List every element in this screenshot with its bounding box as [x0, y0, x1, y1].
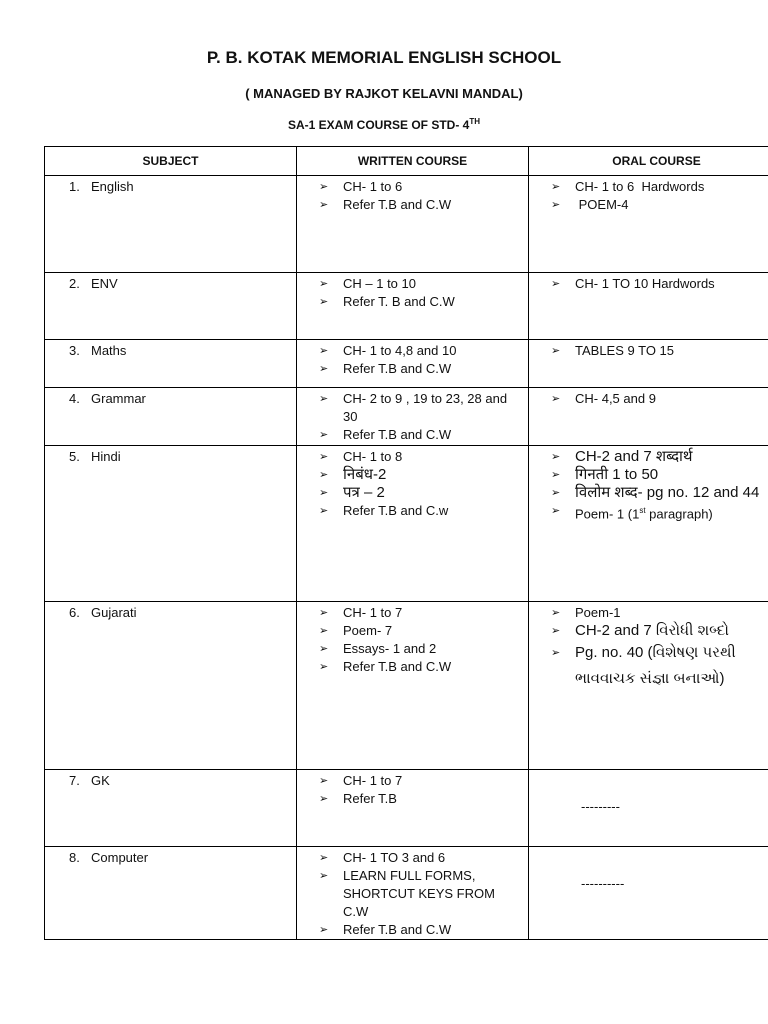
header-written: WRITTEN COURSE — [297, 147, 529, 176]
list-item: ➢ CH- 1 to 7 — [319, 773, 403, 788]
oral-cell — [529, 602, 768, 770]
arrow-bullet-icon: ➢ — [551, 278, 561, 290]
written-cell — [297, 388, 529, 446]
arrow-bullet-icon: ➢ — [551, 505, 561, 517]
exam-title: SA-1 EXAM COURSE OF STD- 4TH — [287, 117, 481, 132]
arrow-bullet-icon: ➢ — [319, 181, 329, 193]
arrow-bullet-icon: ➢ — [319, 451, 329, 463]
arrow-bullet-icon: ➢ — [319, 199, 329, 211]
list-item: ➢ निबंध-2 — [319, 466, 387, 483]
arrow-bullet-icon: ➢ — [319, 793, 329, 805]
list-item: ➢ TABLES 9 TO 15 — [551, 343, 674, 358]
arrow-bullet-icon: ➢ — [319, 870, 329, 882]
list-item: ➢ CH- 1 to 7 — [319, 605, 403, 620]
list-item: ➢ CH-2 and 7 शब्दार्थ — [551, 448, 693, 465]
arrow-bullet-icon: ➢ — [319, 429, 329, 441]
subject-cell: 6. Gujarati — [45, 602, 297, 770]
arrow-bullet-icon: ➢ — [319, 363, 329, 375]
table-row — [45, 176, 768, 273]
managed-by: ( MANAGED BY RAJKOT KELAVNI MANDAL) — [245, 86, 523, 101]
table-header-row — [45, 147, 768, 176]
oral-cell — [529, 273, 768, 340]
written-cell — [297, 847, 529, 940]
list-item: ➢ Refer T.B and C.W — [319, 922, 452, 937]
arrow-bullet-icon: ➢ — [319, 775, 329, 787]
arrow-bullet-icon: ➢ — [319, 296, 329, 308]
written-cell — [297, 340, 529, 388]
list-item: ➢ Essays- 1 and 2 — [319, 641, 437, 656]
arrow-bullet-icon: ➢ — [319, 852, 329, 864]
arrow-bullet-icon: ➢ — [551, 393, 561, 405]
table-row — [45, 388, 768, 446]
table-row — [45, 273, 768, 340]
list-item: ➢ CH- 4,5 and 9 — [551, 391, 656, 406]
subject-cell: 5. Hindi — [45, 446, 297, 602]
list-item: ➢ Refer T. B and C.W — [319, 294, 455, 309]
list-item: ➢ CH- 1 TO 3 and 6 — [319, 850, 446, 865]
oral-cell — [529, 388, 768, 446]
arrow-bullet-icon: ➢ — [319, 469, 329, 481]
oral-cell — [529, 770, 768, 847]
arrow-bullet-icon: ➢ — [319, 393, 329, 405]
table-row — [45, 770, 768, 847]
list-item: ➢ Refer T.B and C.W — [319, 427, 452, 442]
arrow-bullet-icon: ➢ — [319, 661, 329, 673]
table-row — [45, 340, 768, 388]
arrow-bullet-icon: ➢ — [551, 451, 561, 463]
list-item: ➢ CH – 1 to 10 — [319, 276, 416, 291]
list-item: ➢ Refer T.B and C.w — [319, 503, 449, 518]
subject-cell: 7. GK — [45, 770, 297, 847]
list-item: ➢ CH- 1 to 4,8 and 10 — [319, 343, 457, 358]
arrow-bullet-icon: ➢ — [551, 199, 561, 211]
arrow-bullet-icon: ➢ — [551, 625, 561, 637]
list-item: ➢ Poem- 1 (1st paragraph) — [551, 502, 768, 523]
arrow-bullet-icon: ➢ — [319, 625, 329, 637]
subject-cell: 1. English — [45, 176, 297, 273]
arrow-bullet-icon: ➢ — [319, 924, 329, 936]
oral-empty-dashes: --------- — [581, 799, 620, 814]
list-item: ➢ Refer T.B and C.W — [319, 197, 452, 212]
arrow-bullet-icon: ➢ — [551, 181, 561, 193]
list-item: ➢ Pg. no. 40 (વિશેષણ પરથી ભાવવાચક સંજ્ઞા બનાઓ) — [551, 640, 768, 692]
school-title: P. B. KOTAK MEMORIAL ENGLISH SCHOOL — [206, 48, 562, 67]
list-item: ➢ Refer T.B and C.W — [319, 659, 452, 674]
table-row — [45, 446, 768, 602]
list-item: ➢ CH- 1 to 6 — [319, 179, 403, 194]
header-subject: SUBJECT — [45, 147, 297, 176]
arrow-bullet-icon: ➢ — [551, 647, 561, 659]
arrow-bullet-icon: ➢ — [551, 607, 561, 619]
list-item: ➢ CH-2 and 7 વિરોધી શબ્દો — [551, 622, 730, 639]
list-item: ➢ पत्र – 2 — [319, 484, 385, 501]
list-item: ➢ Poem- 7 — [319, 623, 393, 638]
subject-cell: 8. Computer — [45, 847, 297, 940]
list-item: ➢ विलोम शब्द- pg no. 12 and 44 — [551, 484, 760, 501]
table-row — [45, 602, 768, 770]
list-item: ➢ CH- 1 to 8 — [319, 449, 403, 464]
oral-cell — [529, 847, 768, 940]
subject-cell: 2. ENV — [45, 273, 297, 340]
arrow-bullet-icon: ➢ — [319, 345, 329, 357]
written-cell — [297, 273, 529, 340]
written-cell — [297, 770, 529, 847]
arrow-bullet-icon: ➢ — [319, 505, 329, 517]
list-item: ➢ Refer T.B and C.W — [319, 361, 452, 376]
arrow-bullet-icon: ➢ — [319, 487, 329, 499]
list-item: ➢ POEM-4 — [551, 197, 629, 212]
arrow-bullet-icon: ➢ — [551, 469, 561, 481]
oral-cell — [529, 446, 768, 602]
written-cell — [297, 176, 529, 273]
subject-cell: 3. Maths — [45, 340, 297, 388]
list-item: ➢ CH- 1 TO 10 Hardwords — [551, 276, 715, 291]
written-cell — [297, 446, 529, 602]
written-cell — [297, 602, 529, 770]
table-row — [45, 847, 768, 940]
arrow-bullet-icon: ➢ — [319, 607, 329, 619]
arrow-bullet-icon: ➢ — [551, 345, 561, 357]
arrow-bullet-icon: ➢ — [319, 278, 329, 290]
oral-cell — [529, 340, 768, 388]
list-item: ➢ CH- 1 to 6 Hardwords — [551, 179, 705, 194]
list-item: ➢ LEARN FULL FORMS, SHORTCUT KEYS FROM C.W — [319, 868, 495, 919]
header-oral: ORAL COURSE — [529, 147, 768, 176]
list-item: ➢ Refer T.B — [319, 791, 397, 806]
list-item: ➢ गिनती 1 to 50 — [551, 466, 659, 483]
oral-cell — [529, 176, 768, 273]
arrow-bullet-icon: ➢ — [551, 487, 561, 499]
arrow-bullet-icon: ➢ — [319, 643, 329, 655]
oral-empty-dashes: ---------- — [581, 876, 625, 891]
course-table — [44, 146, 768, 940]
list-item: ➢ Poem-1 — [551, 605, 621, 620]
list-item: ➢ CH- 2 to 9 , 19 to 23, 28 and 30 — [319, 391, 508, 424]
subject-cell: 4. Grammar — [45, 388, 297, 446]
